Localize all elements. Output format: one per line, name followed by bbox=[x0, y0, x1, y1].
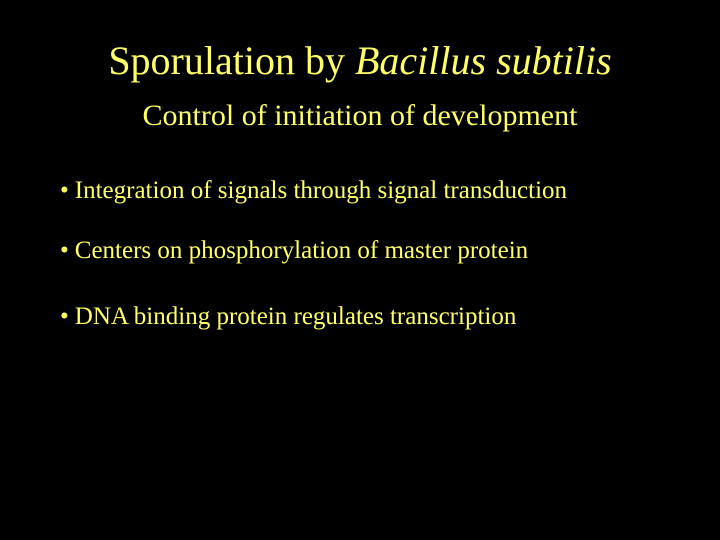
slide-title bbox=[0, 37, 720, 85]
slide-subtitle: Control of initiation of development bbox=[142, 99, 578, 132]
bullet-text: Centers on phosphorylation of master protein bbox=[74, 237, 529, 264]
title-plain-text: Sporulation by bbox=[108, 38, 345, 83]
bullet-icon: • bbox=[60, 177, 69, 204]
title-italic-text: Bacillus subtilis bbox=[354, 38, 612, 83]
bullet-icon: • bbox=[60, 237, 69, 264]
bullet-item bbox=[60, 236, 528, 266]
bullet-icon: • bbox=[60, 303, 69, 330]
bullet-text: DNA binding protein regulates transcription bbox=[74, 303, 517, 330]
bullet-text: Integration of signals through signal transduction bbox=[74, 177, 568, 204]
bullet-item bbox=[60, 302, 516, 332]
bullet-item bbox=[60, 176, 567, 206]
